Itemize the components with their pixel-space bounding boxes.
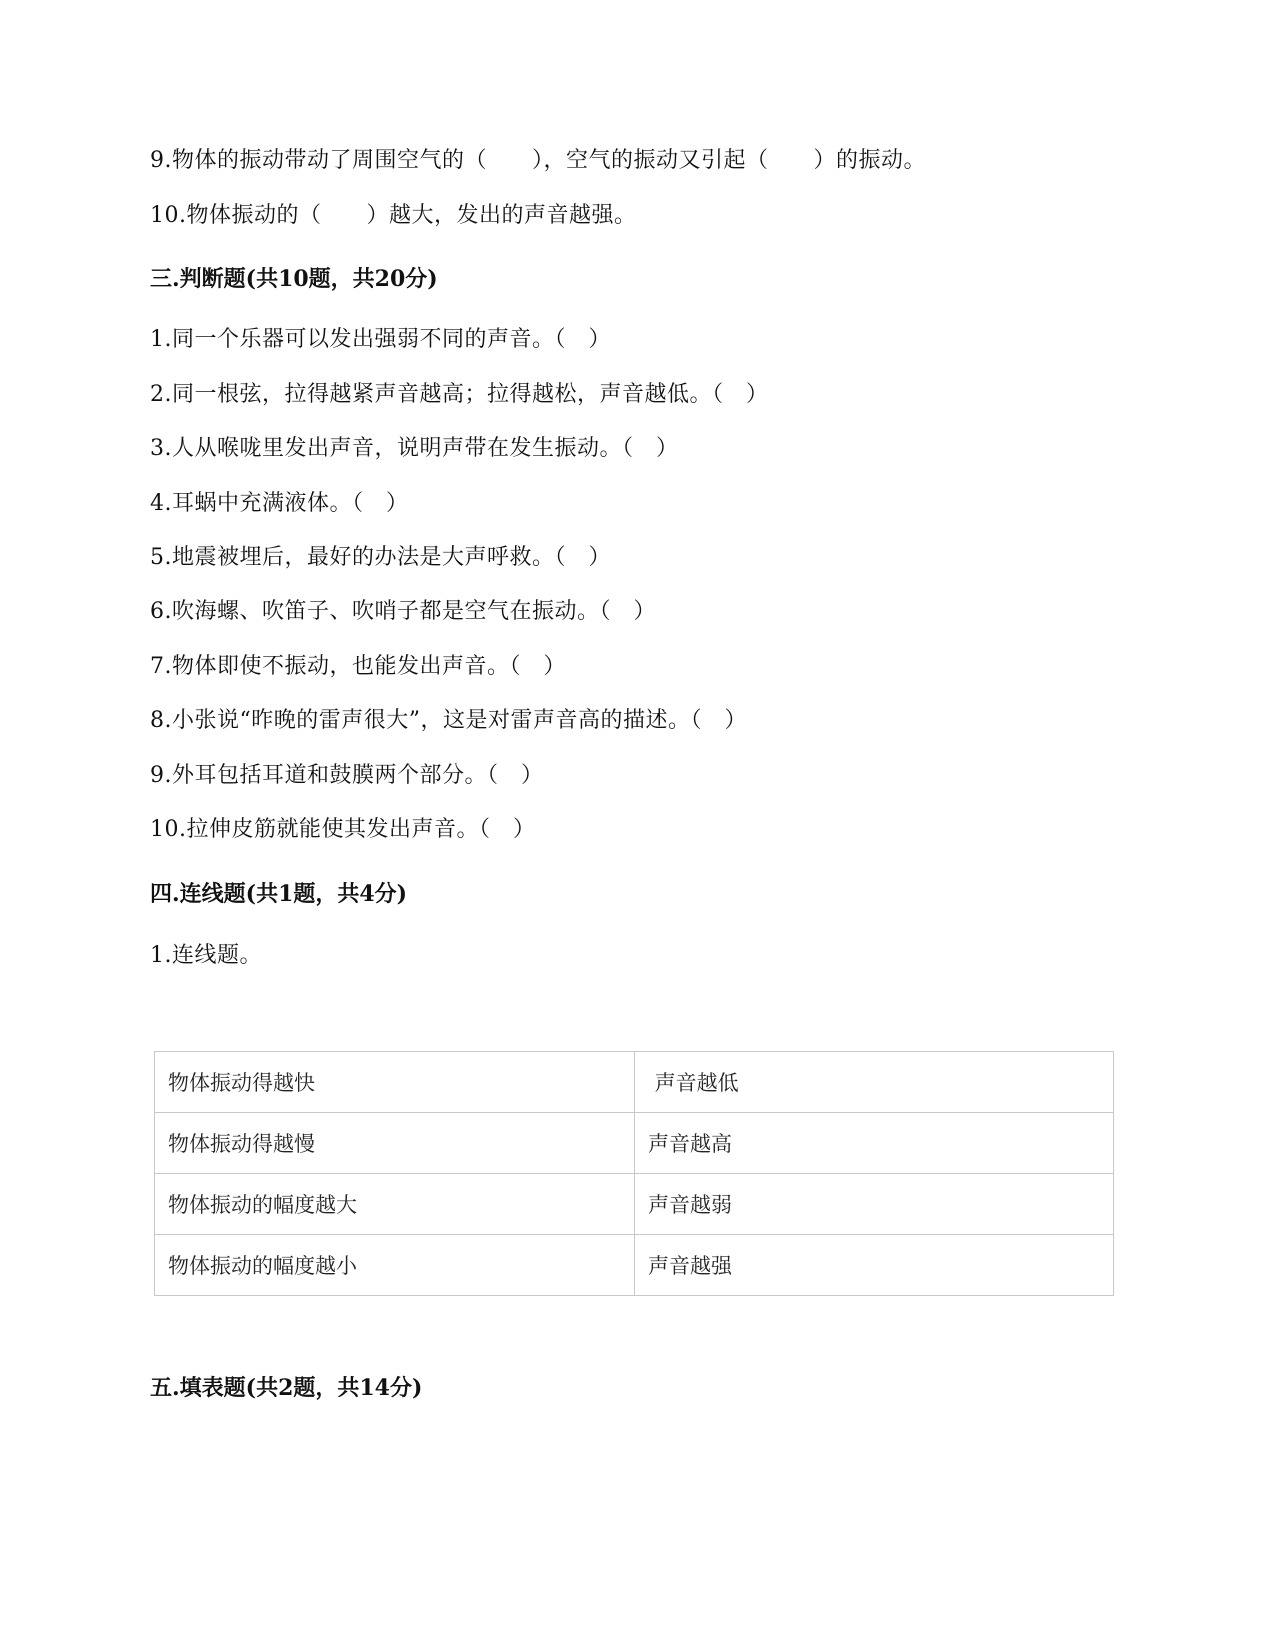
- true-false-question-10: 10.拉伸皮筋就能使其发出声音。（ ）: [150, 817, 536, 842]
- table-row: [155, 1235, 1114, 1296]
- section-heading-matching: 四.连线题(共1题，共4分): [150, 881, 408, 907]
- true-false-question-4: 4.耳蜗中充满液体。（ ）: [150, 491, 409, 516]
- table-cell-left: 物体振动得越慢: [155, 1113, 635, 1174]
- true-false-question-7: 7.物体即使不振动，也能发出声音。（ ）: [150, 654, 566, 679]
- true-false-question-2: 2.同一根弦，拉得越紧声音越高；拉得越松，声音越低。（ ）: [150, 382, 769, 407]
- table-cell-left: 物体振动得越快: [155, 1052, 635, 1113]
- table-cell-right: 声音越强: [635, 1235, 1114, 1296]
- table-row: [155, 1113, 1114, 1174]
- matching-question-1: 1.连线题。: [150, 943, 262, 968]
- true-false-question-3: 3.人从喉咙里发出声音，说明声带在发生振动。（ ）: [150, 436, 679, 461]
- table-cell-left: 物体振动的幅度越小: [155, 1235, 635, 1296]
- fill-in-question-10: 10.物体振动的（ ）越大，发出的声音越强。: [150, 203, 637, 228]
- true-false-question-5: 5.地震被埋后，最好的办法是大声呼救。（ ）: [150, 545, 611, 570]
- table-cell-right: 声音越弱: [635, 1174, 1114, 1235]
- fill-in-question-9: 9.物体的振动带动了周围空气的（ ），空气的振动又引起（ ）的振动。: [150, 148, 926, 173]
- true-false-question-1: 1.同一个乐器可以发出强弱不同的声音。（ ）: [150, 327, 611, 352]
- true-false-question-8: 8.小张说“昨晚的雷声很大”，这是对雷声音高的描述。（ ）: [150, 708, 747, 733]
- section-heading-true-false: 三.判断题(共10题，共20分): [150, 266, 438, 292]
- table-row: [155, 1174, 1114, 1235]
- table-cell-left: 物体振动的幅度越大: [155, 1174, 635, 1235]
- table-cell-right: 声音越低: [635, 1052, 1114, 1113]
- matching-table: [154, 1051, 1114, 1296]
- table-cell-right: 声音越高: [635, 1113, 1114, 1174]
- table-row: [155, 1052, 1114, 1113]
- section-heading-fill-table: 五.填表题(共2题，共14分): [150, 1375, 423, 1401]
- true-false-question-6: 6.吹海螺、吹笛子、吹哨子都是空气在振动。（ ）: [150, 599, 656, 624]
- true-false-question-9: 9.外耳包括耳道和鼓膜两个部分。（ ）: [150, 763, 544, 788]
